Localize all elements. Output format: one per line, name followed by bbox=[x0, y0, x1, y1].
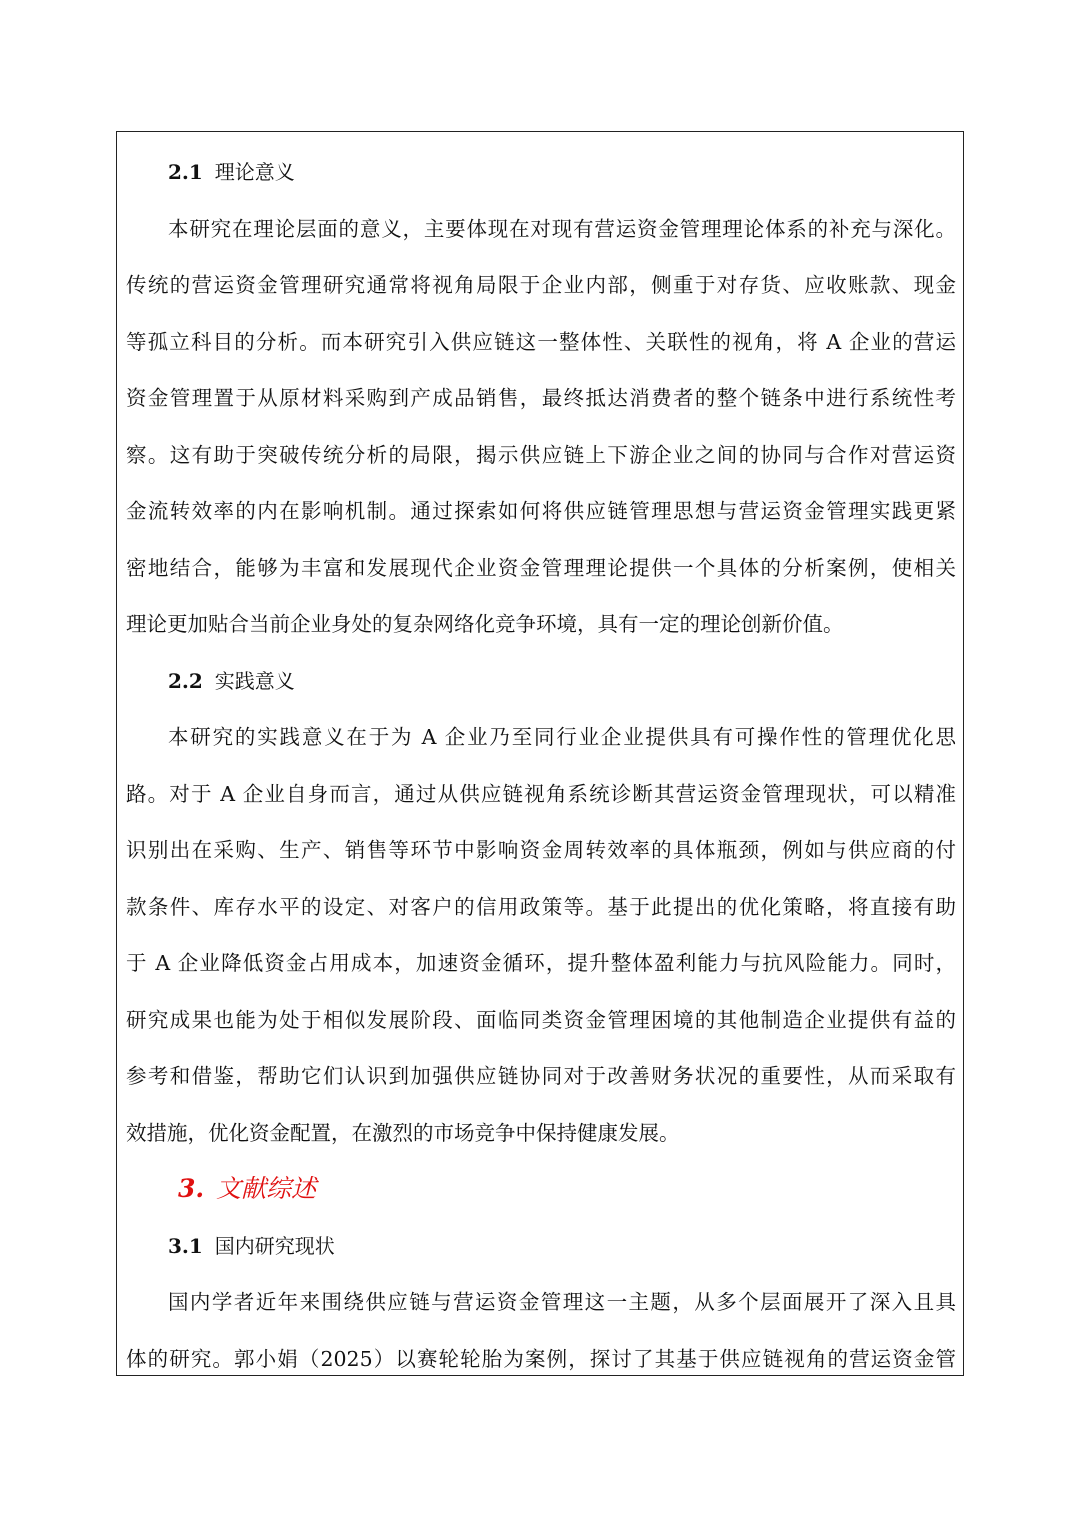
paragraph-line: 资金管理置于从原材料采购到产成品销售，最终抵达消费者的整个链条中进行系统性考 bbox=[126, 386, 956, 410]
subsection-number: 2.2 bbox=[168, 668, 203, 693]
section-heading-3 bbox=[126, 1161, 956, 1218]
paragraph-line: 路。对于 A 企业自身而言，通过从供应链视角系统诊断其营运资金管理现状，可以精准 bbox=[126, 781, 956, 806]
paragraph-line: 体的研究。郭小娟（2025）以赛轮轮胎为案例，探讨了其基于供应链视角的营运资金管 bbox=[126, 1346, 956, 1371]
subsection-title: 理论意义 bbox=[214, 160, 295, 184]
paragraph-line: 于 A 企业降低资金占用成本，加速资金循环，提升整体盈利能力与抗风险能力。同时， bbox=[126, 951, 956, 975]
subsection-heading-2-1 bbox=[126, 144, 956, 201]
subsection-title: 国内研究现状 bbox=[214, 1233, 335, 1258]
document-frame bbox=[116, 131, 964, 1376]
paragraph-line: 效措施，优化资金配置，在激烈的市场竞争中保持健康发展。 bbox=[126, 1120, 680, 1145]
paragraph-line: 本研究在理论层面的意义，主要体现在对现有营运资金管理理论体系的补充与深化。 bbox=[168, 216, 956, 241]
paragraph-line: 国内学者近年来围绕供应链与营运资金管理这一主题，从多个层面展开了深入且具 bbox=[168, 1290, 956, 1314]
paragraph-line: 研究成果也能为处于相似发展阶段、面临同类资金管理困境的其他制造企业提供有益的 bbox=[126, 1007, 956, 1032]
subsection-title: 实践意义 bbox=[214, 668, 295, 693]
paragraph-line: 金流转效率的内在影响机制。通过探索如何将供应链管理思想与营运资金管理实践更紧 bbox=[126, 499, 956, 523]
section-number: 3. bbox=[178, 1174, 205, 1203]
subsection-number: 2.1 bbox=[168, 160, 203, 184]
paragraph-line: 理论更加贴合当前企业身处的复杂网络化竞争环境，具有一定的理论创新价值。 bbox=[126, 612, 844, 636]
paragraph-line: 等孤立科目的分析。而本研究引入供应链这一整体性、关联性的视角，将 A 企业的营运 bbox=[126, 329, 956, 354]
section-title: 文献综述 bbox=[216, 1174, 317, 1203]
paragraph-line: 传统的营运资金管理研究通常将视角局限于企业内部，侧重于对存货、应收账款、现金 bbox=[126, 273, 956, 297]
paragraph-line: 款条件、库存水平的设定、对客户的信用政策等。基于此提出的优化策略，将直接有助 bbox=[126, 894, 956, 919]
paragraph-line: 察。这有助于突破传统分析的局限，揭示供应链上下游企业之间的协同与合作对营运资 bbox=[126, 442, 956, 467]
paragraph-line: 本研究的实践意义在于为 A 企业乃至同行业企业提供具有可操作性的管理优化思 bbox=[168, 725, 956, 749]
document-content bbox=[126, 144, 956, 1376]
subsection-number: 3.1 bbox=[168, 1233, 203, 1258]
paragraph-line: 参考和借鉴，帮助它们认识到加强供应链协同对于改善财务状况的重要性，从而采取有 bbox=[126, 1064, 956, 1088]
subsection-heading-3-1 bbox=[126, 1218, 956, 1275]
paragraph-line: 识别出在采购、生产、销售等环节中影响资金周转效率的具体瓶颈，例如与供应商的付 bbox=[126, 838, 956, 862]
paragraph-line: 密地结合，能够为丰富和发展现代企业资金管理理论提供一个具体的分析案例，使相关 bbox=[126, 555, 956, 580]
subsection-heading-2-2 bbox=[126, 653, 956, 710]
